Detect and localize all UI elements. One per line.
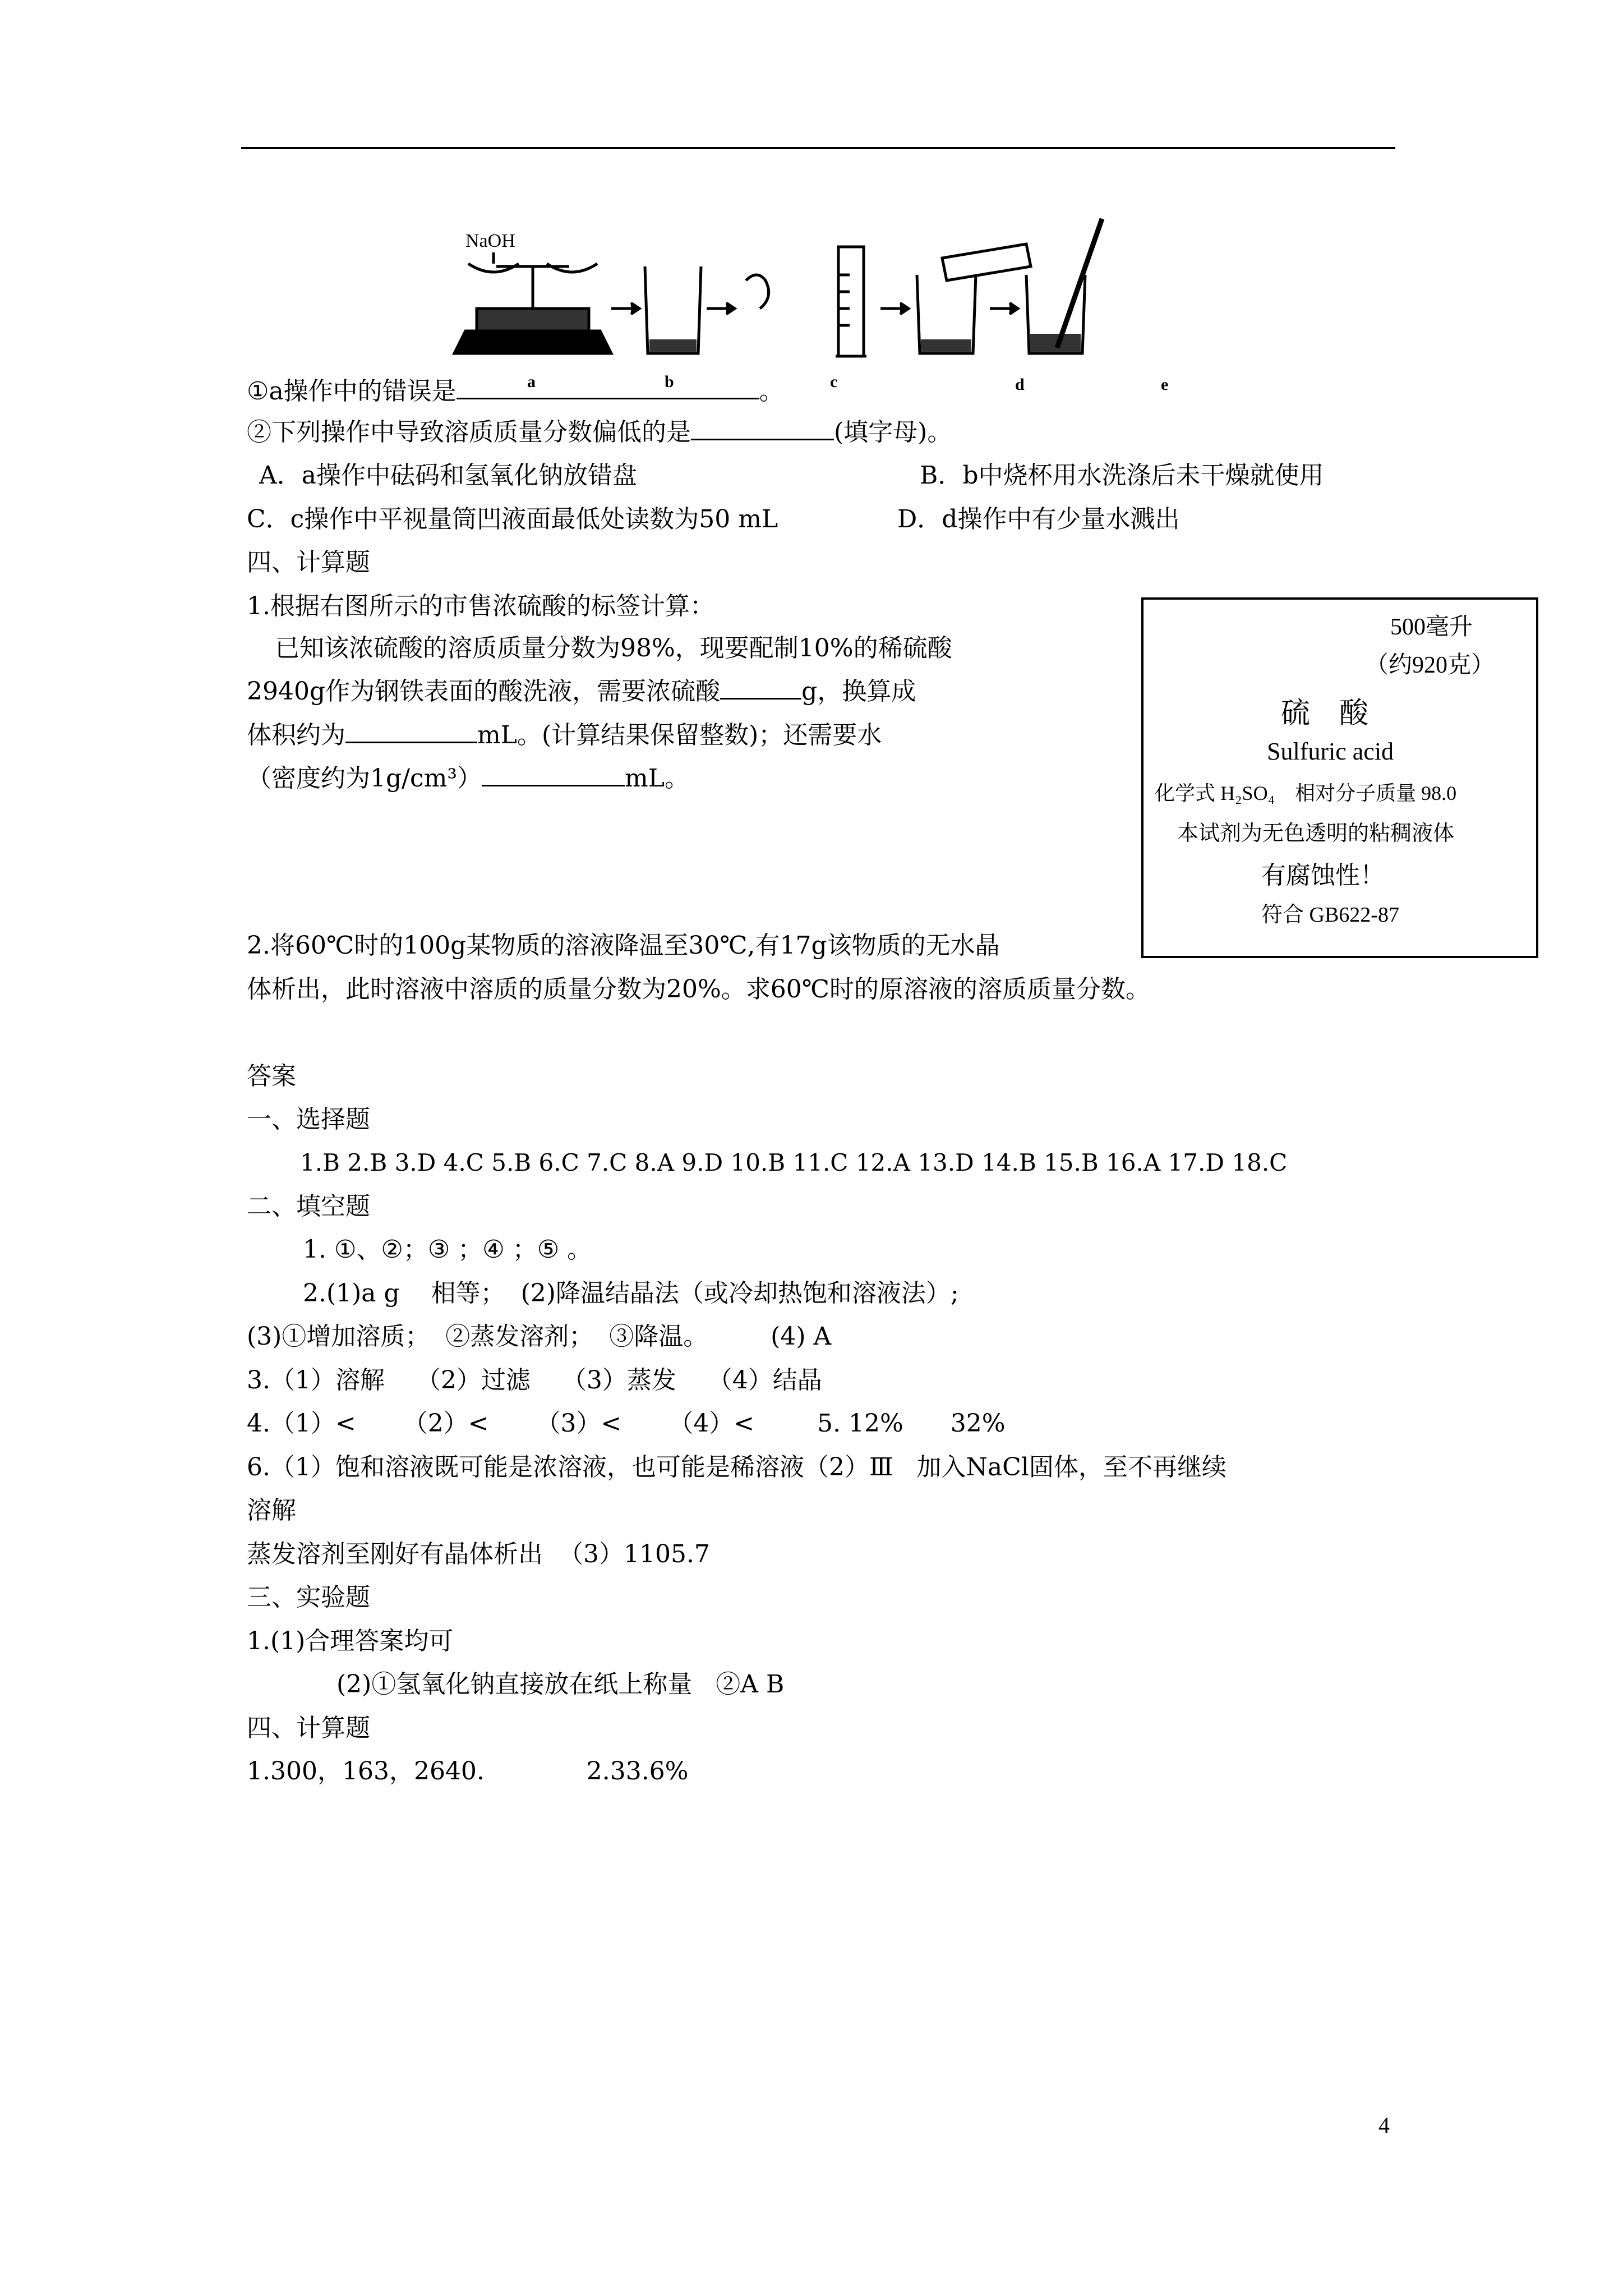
step-label-e: e (1161, 375, 1169, 394)
answers-s2-line8: 蒸发溶剂至刚好有晶体析出 （3）1105.7 (247, 1540, 710, 1568)
answers-s3-line2: (2)①氢氧化钠直接放在纸上称量 ②A B (336, 1670, 785, 1699)
header-rule (241, 147, 1395, 149)
label-mass: （约920克） (1365, 652, 1495, 678)
option-c: C．c操作中平视量筒凹液面最低处读数为50 mL (247, 505, 778, 533)
answers-s2-line1: 1. ①、②；③ ；④ ；⑤ 。 (303, 1235, 592, 1264)
option-a: A．a操作中砝码和氢氧化钠放错盘 (259, 461, 638, 490)
calc2-line1: 2.将60℃时的100g某物质的溶液降温至30℃,有17g该物质的无水晶 (247, 931, 1000, 960)
step-label-a: a (527, 372, 536, 391)
question-a-error: ①a操作中的错误是 。 (247, 377, 784, 406)
sulfuric-acid-label (1141, 597, 1538, 958)
option-d: D．d操作中有少量水溅出 (897, 505, 1180, 533)
page-number: 4 (1378, 2113, 1390, 2138)
label-warning: 有腐蚀性！ (1261, 862, 1385, 889)
answers-s2-line4: 3.（1）溶解 （2）过滤 （3）蒸发 （4）结晶 (247, 1366, 822, 1395)
step-label-d: d (1015, 375, 1025, 394)
answers-s2-line3: (3)①增加溶质； ②蒸发溶剂； ③降温。 (4) A (247, 1322, 832, 1351)
answers-s3-title: 三、实验题 (247, 1583, 370, 1612)
calc1-line5: （密度约为1g/cm³） mL。 (247, 764, 689, 793)
calc1-line3: 2940g作为钢铁表面的酸洗液，需要浓硫酸 g，换算成 (247, 677, 916, 706)
question-low-fraction: ②下列操作中导致溶质质量分数偏低的是 (填字母)。 (247, 418, 952, 447)
label-standard: 符合 GB622-87 (1261, 903, 1399, 927)
calc1-line2: 已知该浓硫酸的溶质质量分数为98%，现要配制10%的稀硫酸 (275, 634, 952, 662)
answers-s3-line1: 1.(1)合理答案均可 (247, 1627, 454, 1655)
answers-s2-title: 二、填空题 (247, 1192, 370, 1221)
answers-s1-body: 1.B 2.B 3.D 4.C 5.B 6.C 7.C 8.A 9.D 10.B 11.C 12.A 13.D 14.B 15.B 16.A 17.D 18.C (300, 1149, 1288, 1176)
answers-s2-line5: 4.（1）< （2）< （3）< （4）< 5. 12% 32% (247, 1409, 1006, 1438)
answers-s2-line7: 溶解 (247, 1496, 296, 1525)
experiment-figure (443, 213, 1228, 398)
answers-s2-line2: 2.(1)a g 相等； (2)降温结晶法（或冷却热饱和溶液法）; (303, 1279, 959, 1308)
option-b: B．b中烧杯用水洗涤后未干燥就使用 (920, 461, 1324, 490)
answers-title: 答案 (247, 1062, 296, 1091)
naoh-label: NaOH (465, 231, 515, 251)
calc1-line4: 体积约为 mL。(计算结果保留整数)；还需要水 (247, 721, 882, 749)
label-name-cn: 硫 酸 (1281, 698, 1369, 730)
label-formula: 化学式 H₂SO₄ 相对分子质量 98.0 (1155, 782, 1457, 804)
calc1-line1: 1.根据右图所示的市售浓硫酸的标签计算： (247, 592, 714, 620)
label-description: 本试剂为无色透明的粘稠液体 (1177, 822, 1455, 845)
section-title-calc: 四、计算题 (247, 548, 370, 577)
label-name-en: Sulfuric acid (1267, 738, 1394, 765)
label-volume: 500毫升 (1390, 614, 1473, 640)
answers-s2-line6: 6.（1）饱和溶液既可能是浓溶液，也可能是稀溶液（2）Ⅲ 加入NaCl固体，至不再继续 (247, 1453, 1227, 1481)
answers-s4-title: 四、计算题 (247, 1714, 370, 1742)
calc2-line2: 体析出，此时溶液中溶质的质量分数为20%。求60℃时的原溶液的溶质质量分数。 (247, 975, 1151, 1004)
step-label-b: b (665, 372, 674, 391)
answers-s4-line1: 1.300，163，2640. 2.33.6% (247, 1757, 689, 1786)
step-label-c: c (830, 372, 838, 391)
answers-s1-title: 一、选择题 (247, 1105, 370, 1134)
